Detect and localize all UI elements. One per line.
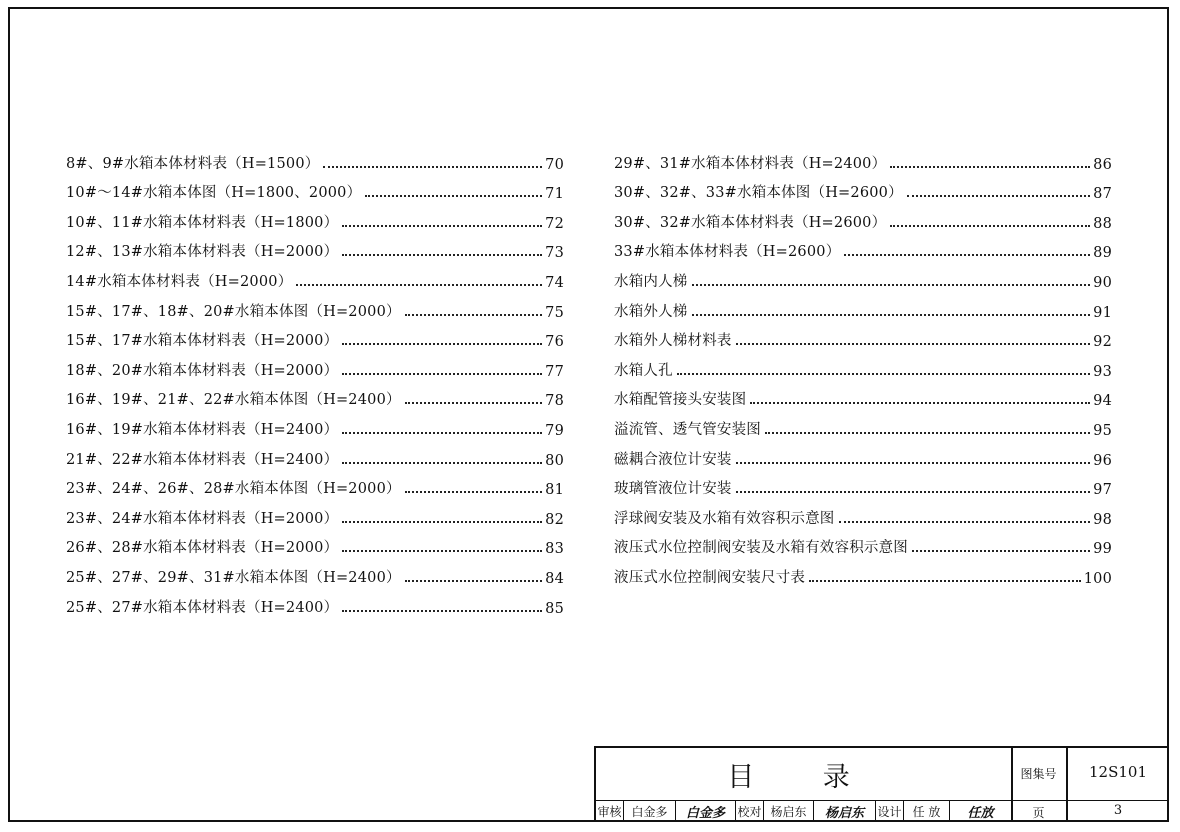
title-block bbox=[594, 746, 1169, 822]
toc-entry bbox=[614, 261, 1112, 291]
signature-row bbox=[596, 801, 1011, 822]
toc-entry bbox=[614, 321, 1112, 351]
toc-entry-page: 95 bbox=[1093, 422, 1112, 439]
toc-right-column bbox=[614, 143, 1112, 587]
toc-entry-page: 94 bbox=[1093, 393, 1112, 410]
check-label: 校对 bbox=[736, 801, 764, 822]
toc-entry-page: 71 bbox=[545, 186, 564, 203]
toc-entry-title: 10#～14#水箱本体图（H=1800、2000） bbox=[66, 185, 362, 202]
dot-leader bbox=[405, 402, 542, 404]
dot-leader bbox=[692, 314, 1091, 316]
design-label: 设计 bbox=[876, 801, 904, 822]
toc-entry-page: 84 bbox=[545, 570, 564, 587]
toc-entry-title: 30#、32#水箱本体材料表（H=2600） bbox=[614, 214, 887, 231]
toc-entry bbox=[614, 232, 1112, 262]
toc-entry-page: 92 bbox=[1093, 334, 1112, 351]
dot-leader bbox=[912, 550, 1090, 552]
toc-entry-title: 水箱配管接头安装图 bbox=[614, 392, 747, 409]
toc-entry-title: 水箱外人梯材料表 bbox=[614, 333, 732, 350]
toc-entry-title: 26#、28#水箱本体材料表（H=2000） bbox=[66, 540, 339, 557]
dot-leader bbox=[342, 373, 542, 375]
toc-entry-page: 96 bbox=[1093, 452, 1112, 469]
toc-entry-page: 76 bbox=[545, 334, 564, 351]
toc-entry-title: 液压式水位控制阀安装尺寸表 bbox=[614, 569, 806, 586]
toc-entry-page: 99 bbox=[1093, 541, 1112, 558]
dot-leader bbox=[323, 166, 542, 168]
review-name: 白金多 bbox=[624, 801, 676, 822]
toc-entry-page: 83 bbox=[545, 541, 564, 558]
toc-entry-page: 97 bbox=[1093, 482, 1112, 499]
toc-entry-title: 18#、20#水箱本体材料表（H=2000） bbox=[66, 362, 339, 379]
review-label: 审核 bbox=[596, 801, 624, 822]
dot-leader bbox=[844, 254, 1090, 256]
toc-entry bbox=[614, 202, 1112, 232]
toc-entry-title: 水箱外人梯 bbox=[614, 303, 688, 320]
toc-entry bbox=[66, 232, 564, 262]
toc-entry-title: 水箱人孔 bbox=[614, 362, 673, 379]
toc-entry bbox=[66, 439, 564, 469]
check-signature: 杨启东 bbox=[814, 801, 876, 822]
toc-entry-page: 80 bbox=[545, 452, 564, 469]
toc-entry-page: 73 bbox=[545, 245, 564, 262]
dot-leader bbox=[736, 343, 1091, 345]
toc-entry-title: 15#、17#、18#、20#水箱本体图（H=2000） bbox=[66, 303, 401, 320]
toc-entry bbox=[614, 143, 1112, 173]
dot-leader bbox=[342, 225, 542, 227]
toc-entry-page: 98 bbox=[1093, 511, 1112, 528]
toc-entry-page: 91 bbox=[1093, 304, 1112, 321]
toc-entry-page: 79 bbox=[545, 422, 564, 439]
toc-entry-title: 水箱内人梯 bbox=[614, 273, 688, 290]
page-label: 页 bbox=[1032, 806, 1045, 820]
dot-leader bbox=[342, 610, 542, 612]
toc-entry-page: 86 bbox=[1093, 156, 1112, 173]
toc-entry bbox=[66, 143, 564, 173]
toc-entry-page: 70 bbox=[545, 156, 564, 173]
toc-entry-title: 23#、24#水箱本体材料表（H=2000） bbox=[66, 510, 339, 527]
dot-leader bbox=[342, 254, 542, 256]
dot-leader bbox=[907, 195, 1090, 197]
dot-leader bbox=[890, 166, 1090, 168]
toc-entry-page: 82 bbox=[545, 511, 564, 528]
toc-entry bbox=[614, 439, 1112, 469]
dot-leader bbox=[405, 491, 542, 493]
toc-entry-title: 16#、19#水箱本体材料表（H=2400） bbox=[66, 421, 339, 438]
toc-entry bbox=[66, 350, 564, 380]
toc-entry-title: 10#、11#水箱本体材料表（H=1800） bbox=[66, 214, 339, 231]
toc-entry bbox=[614, 469, 1112, 499]
toc-entry-title: 25#、27#水箱本体材料表（H=2400） bbox=[66, 599, 339, 616]
toc-entry-title: 33#水箱本体材料表（H=2600） bbox=[614, 244, 841, 261]
toc-entry-page: 93 bbox=[1093, 363, 1112, 380]
toc-entry-title: 液压式水位控制阀安装及水箱有效容积示意图 bbox=[614, 540, 908, 557]
dot-leader bbox=[677, 373, 1090, 375]
toc-entry bbox=[614, 528, 1112, 558]
toc-entry bbox=[66, 528, 564, 558]
toc-entry-page: 74 bbox=[545, 274, 564, 291]
dot-leader bbox=[405, 580, 542, 582]
atlas-number-label: 图集号 bbox=[1020, 767, 1057, 781]
toc-left-column bbox=[66, 143, 564, 617]
toc-entry bbox=[66, 469, 564, 499]
atlas-number: 12S101 bbox=[1089, 763, 1147, 781]
toc-entry bbox=[614, 498, 1112, 528]
page-number: 3 bbox=[1113, 803, 1123, 818]
toc-entry bbox=[614, 173, 1112, 203]
toc-entry bbox=[66, 587, 564, 617]
dot-leader bbox=[890, 225, 1090, 227]
toc-entry-page: 100 bbox=[1083, 570, 1112, 587]
toc-entry-page: 75 bbox=[545, 304, 564, 321]
toc-entry bbox=[66, 202, 564, 232]
toc-entry-title: 玻璃管液位计安装 bbox=[614, 481, 732, 498]
toc-entry-title: 浮球阀安装及水箱有效容积示意图 bbox=[614, 510, 835, 527]
toc-entry bbox=[66, 498, 564, 528]
toc-entry-page: 72 bbox=[545, 215, 564, 232]
toc-entry-title: 12#、13#水箱本体材料表（H=2000） bbox=[66, 244, 339, 261]
dot-leader bbox=[296, 284, 542, 286]
toc-entry-title: 30#、32#、33#水箱本体图（H=2600） bbox=[614, 185, 903, 202]
toc-entry-page: 78 bbox=[545, 393, 564, 410]
dot-leader bbox=[736, 491, 1091, 493]
toc-entry-title: 23#、24#、26#、28#水箱本体图（H=2000） bbox=[66, 481, 401, 498]
review-signature: 白金多 bbox=[676, 801, 736, 822]
check-name: 杨启东 bbox=[764, 801, 814, 822]
toc-entry bbox=[614, 557, 1112, 587]
toc-entry-page: 90 bbox=[1093, 274, 1112, 291]
dot-leader bbox=[342, 432, 542, 434]
toc-entry-title: 16#、19#、21#、22#水箱本体图（H=2400） bbox=[66, 392, 401, 409]
toc-entry-title: 29#、31#水箱本体材料表（H=2400） bbox=[614, 155, 887, 172]
dot-leader bbox=[809, 580, 1081, 582]
dot-leader bbox=[405, 314, 542, 316]
dot-leader bbox=[692, 284, 1091, 286]
toc-entry bbox=[614, 291, 1112, 321]
toc-entry-page: 88 bbox=[1093, 215, 1112, 232]
toc-entry bbox=[66, 261, 564, 291]
toc-entry-title: 15#、17#水箱本体材料表（H=2000） bbox=[66, 333, 339, 350]
toc-entry-title: 溢流管、透气管安装图 bbox=[614, 421, 761, 438]
toc-entry-page: 85 bbox=[545, 600, 564, 617]
toc-entry-page: 87 bbox=[1093, 186, 1112, 203]
toc-entry bbox=[66, 557, 564, 587]
toc-entry bbox=[66, 380, 564, 410]
dot-leader bbox=[839, 521, 1091, 523]
toc-entry bbox=[66, 291, 564, 321]
toc-entry-page: 81 bbox=[545, 482, 564, 499]
dot-leader bbox=[765, 432, 1090, 434]
toc-entry bbox=[614, 409, 1112, 439]
design-signature: 任放 bbox=[967, 806, 994, 821]
toc-entry-title: 25#、27#、29#、31#水箱本体图（H=2400） bbox=[66, 569, 401, 586]
dot-leader bbox=[342, 521, 542, 523]
toc-entry-title: 21#、22#水箱本体材料表（H=2400） bbox=[66, 451, 339, 468]
toc-entry-page: 77 bbox=[545, 363, 564, 380]
dot-leader bbox=[342, 550, 542, 552]
toc-entry-title: 8#、9#水箱本体材料表（H=1500） bbox=[66, 155, 320, 172]
dot-leader bbox=[736, 462, 1091, 464]
dot-leader bbox=[750, 402, 1090, 404]
toc-entry-title: 磁耦合液位计安装 bbox=[614, 451, 732, 468]
toc-entry bbox=[66, 321, 564, 351]
toc-entry bbox=[614, 350, 1112, 380]
toc-entry bbox=[66, 409, 564, 439]
dot-leader bbox=[365, 195, 542, 197]
toc-entry-title: 14#水箱本体材料表（H=2000） bbox=[66, 273, 293, 290]
toc-entry bbox=[66, 173, 564, 203]
toc-entry bbox=[614, 380, 1112, 410]
page-title: 目 录 bbox=[727, 761, 880, 793]
design-name: 任 放 bbox=[904, 801, 950, 822]
toc-entry-page: 89 bbox=[1093, 245, 1112, 262]
dot-leader bbox=[342, 462, 542, 464]
dot-leader bbox=[342, 343, 542, 345]
